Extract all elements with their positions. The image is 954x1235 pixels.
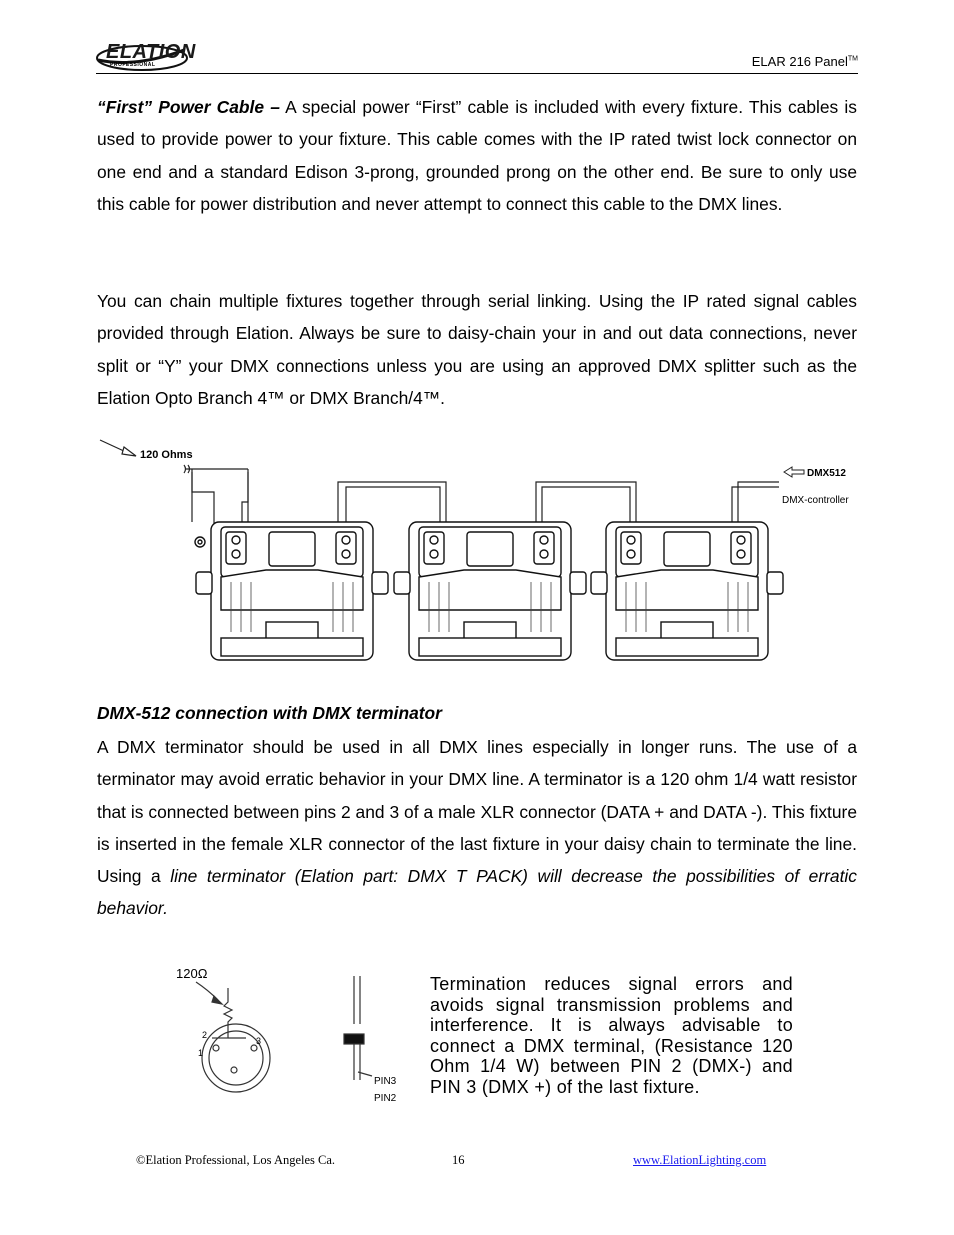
- chaining-text: You can chain multiple fixtures together through serial linking. Using the IP rated signal cables provided through Elation. Always be sure to daisy-chain your in and out data connections, never split or “Y” your DMX connections unless you are using an approved DMX splitter such as the Elation Opto Branch 4™ or DMX Branch/4™.: [97, 291, 857, 408]
- ohms-label: 120 Ohms: [140, 449, 193, 461]
- power-cable-text: A special power “First” cable is included with every fixture. This cables is used to provide power to your fixture. This cable comes with the IP rated twist lock connector on one end and a standard Edison 3-prong, grounded prong on the other end. Be sure to only use this cable for power distribution and never attempt to connect this cable to the DMX lines.: [97, 97, 857, 214]
- pin3-cable-label: PIN3: [374, 1076, 397, 1087]
- elation-logo: [96, 38, 196, 72]
- terminator-italic-text: line terminator (Elation part: DMX T PACK) will decrease the possibilities of erratic behavior.: [97, 866, 857, 919]
- terminator-text: A DMX terminator should be used in all DMX lines especially in longer runs. The use of a terminator may avoid erratic behavior in your DMX line. A terminator is a 120 ohm 1/4 watt resistor that is connected between pins 2 and 3 of a male XLR connector (DATA + and DATA -). This fixture is inserted in the female XLR connector of the last fixture in your daisy chain to terminate the line. Using a: [97, 737, 857, 887]
- document-title-text: ELAR 216 Panel: [751, 54, 848, 69]
- termination-note: Termination reduces signal errors and avoids signal transmission problems and interference. It is always advisable to connect a DMX terminal, (Resistance 120 Ohm 1/4 W) between PIN 2 (DMX-) and PIN 3 (DMX +) of the last fixture.: [430, 974, 793, 1097]
- chaining-paragraph: [97, 285, 857, 414]
- xlr-terminator-illustration: [168, 962, 408, 1108]
- trademark-mark: TM: [847, 55, 858, 63]
- footer-page-number: 16: [452, 1153, 465, 1167]
- page-header: [96, 38, 858, 74]
- footer-website-link[interactable]: www.ElationLighting.com: [633, 1153, 767, 1167]
- header-divider: [96, 73, 858, 74]
- terminator-heading: DMX-512 connection with DMX terminator: [97, 703, 442, 723]
- pin-2-label: 2: [202, 1030, 208, 1040]
- fixture-2: [394, 522, 586, 660]
- terminator-paragraph: [97, 731, 857, 925]
- pin-3-label: 3: [256, 1036, 262, 1046]
- fixture-3: [591, 522, 783, 660]
- dmx512-label: DMX512: [807, 468, 846, 479]
- footer-copyright: ©Elation Professional, Los Angeles Ca.: [136, 1153, 336, 1167]
- fixture-1: [195, 522, 388, 660]
- pin2-cable-label: PIN2: [374, 1093, 397, 1104]
- power-cable-paragraph: [97, 91, 857, 220]
- logo-subtext: PROFESSIONAL: [110, 62, 156, 68]
- document-title: [752, 54, 858, 69]
- logo-text: ELATION: [106, 41, 196, 63]
- daisy-chain-illustration: [96, 432, 864, 670]
- power-cable-lead: “First” Power Cable –: [97, 97, 280, 117]
- pin-1-label: 1: [198, 1048, 204, 1058]
- daisy-chain-diagram: [96, 432, 864, 670]
- dmx-controller-label: DMX-controller: [782, 495, 849, 506]
- xlr-terminator-diagram: [168, 962, 408, 1108]
- ohm-label: 120Ω: [176, 966, 208, 981]
